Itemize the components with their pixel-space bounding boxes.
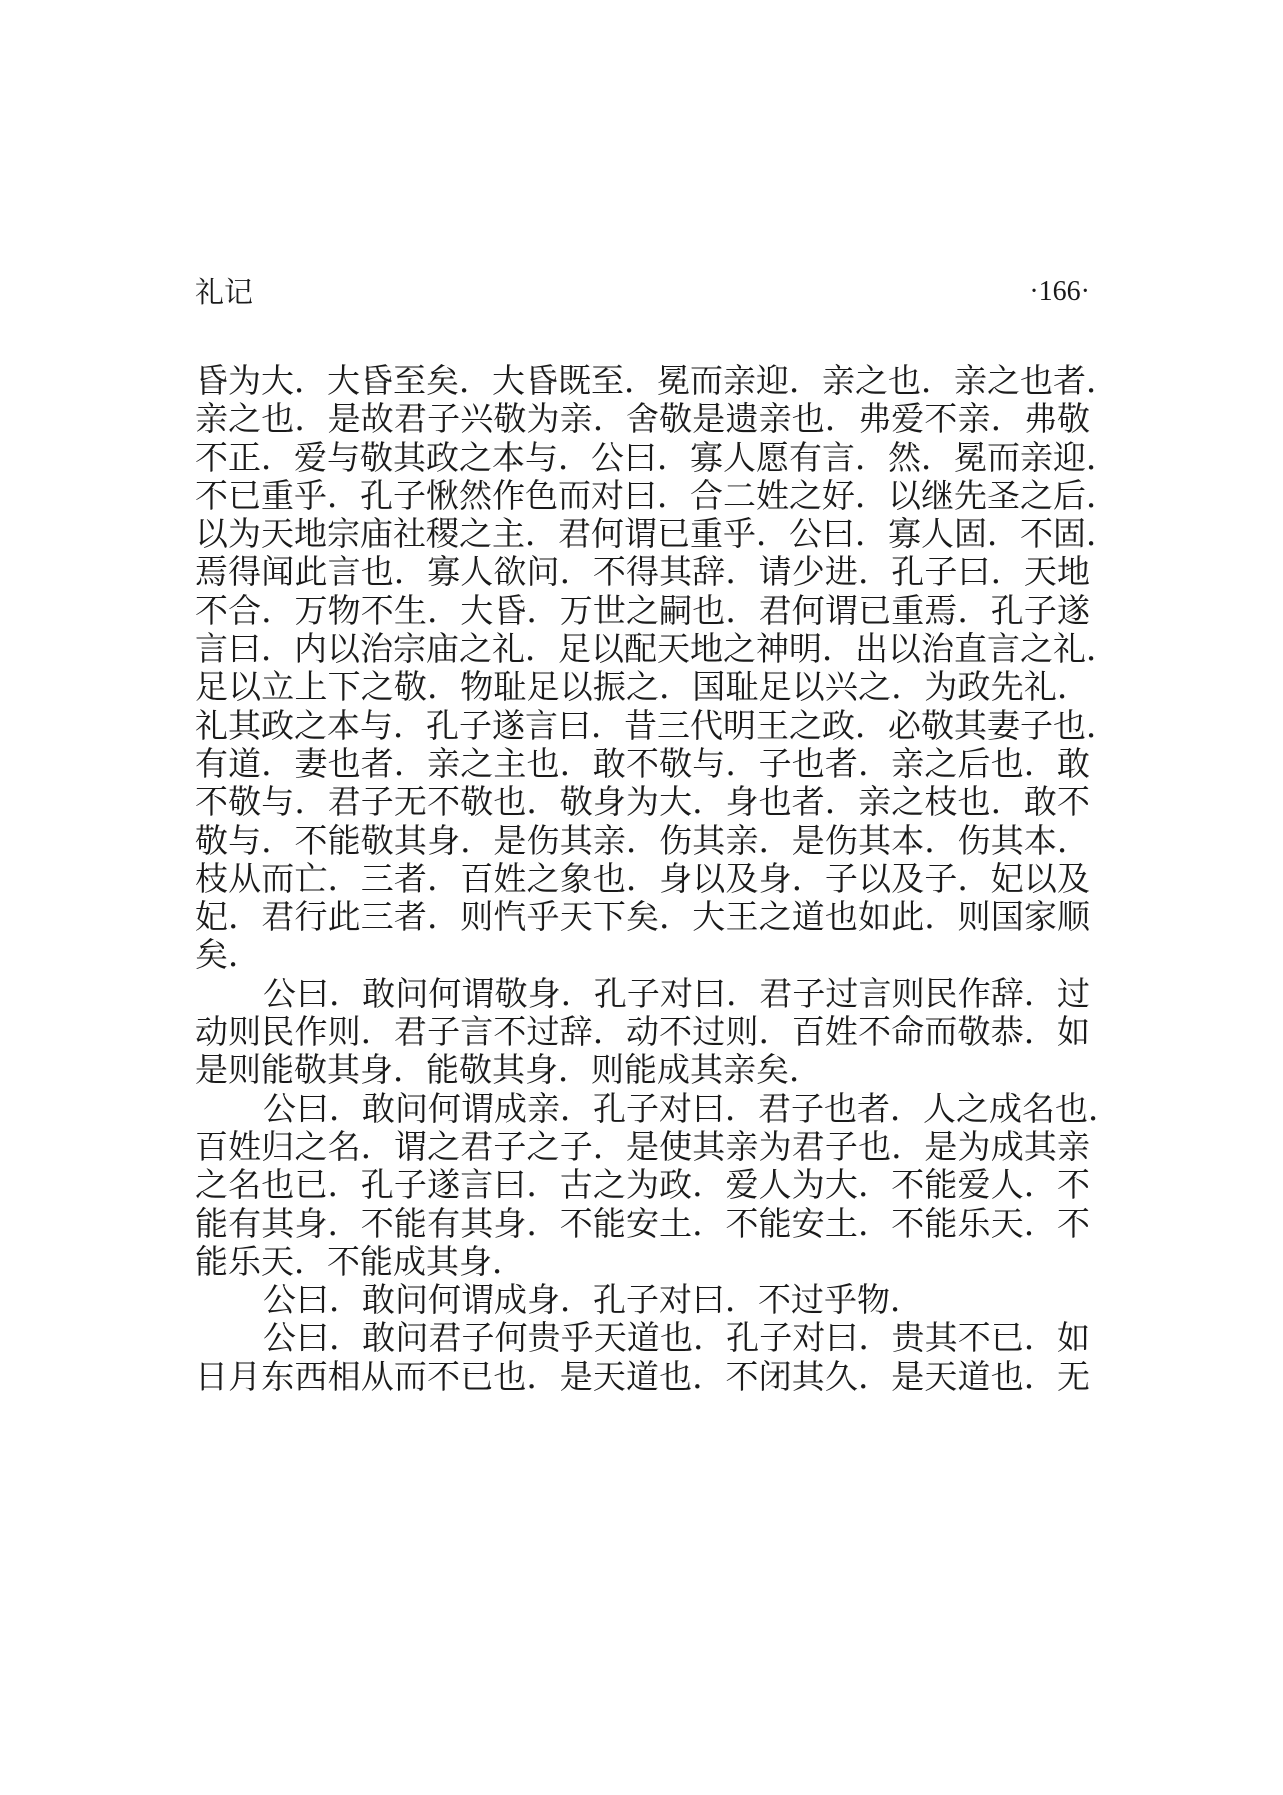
book-title: 礼记: [195, 275, 254, 309]
text-line: 礼其政之本与．孔子遂言曰．昔三代明王之政．必敬其妻子也．: [195, 705, 1119, 745]
text-line: 矣．: [195, 935, 261, 975]
text-line: 是则能敬其身．能敬其身．则能成其亲矣．: [195, 1050, 822, 1090]
text-line: 不合．万物不生．大昏．万世之嗣也．君何谓已重焉．孔子遂: [195, 590, 1090, 630]
text-line: 敬与．不能敬其身．是伤其亲．伤其亲．是伤其本．伤其本．: [195, 820, 1090, 860]
text-line: 亲之也．是故君子兴敬为亲．舍敬是遗亲也．弗爱不亲．弗敬: [195, 399, 1090, 439]
text-line: 不敬与．君子无不敬也．敬身为大．身也者．亲之枝也．敢不: [195, 782, 1090, 822]
paragraph-first-line: 公曰．敢问君子何贵乎天道也．孔子对曰．贵其不已．如: [263, 1318, 1090, 1358]
text-line: 能乐天．不能成其身．: [195, 1241, 525, 1281]
paragraph-first-line: 公曰．敢问何谓成亲．孔子对曰．君子也者．人之成名也．: [263, 1088, 1121, 1128]
text-line: 日月东西相从而不已也．是天道也．不闭其久．是天道也．无: [195, 1356, 1090, 1396]
text-line: 能有其身．不能有其身．不能安土．不能安土．不能乐天．不: [195, 1203, 1090, 1243]
text-line: 妃．君行此三者．则忾乎天下矣．大王之道也如此．则国家顺: [195, 897, 1090, 937]
text-line: 百姓归之名．谓之君子之子．是使其亲为君子也．是为成其亲: [195, 1126, 1090, 1166]
body-text: [195, 361, 1121, 1396]
text-line: 焉得闻此言也．寡人欲问．不得其辞．请少进．孔子曰．天地: [195, 552, 1090, 592]
page-number: ·166·: [1029, 276, 1090, 307]
text-line: 言曰．内以治宗庙之礼．足以配天地之神明．出以治直言之礼．: [195, 629, 1119, 669]
text-line: 以为天地宗庙社稷之主．君何谓已重乎．公曰．寡人固．不固．: [195, 514, 1119, 554]
text-line: 动则民作则．君子言不过辞．动不过则．百姓不命而敬恭．如: [195, 1012, 1090, 1052]
text-line: 有道．妻也者．亲之主也．敢不敬与．子也者．亲之后也．敢: [195, 743, 1090, 783]
running-header: [195, 272, 1090, 312]
text-line: 枝从而亡．三者．百姓之象也．身以及身．子以及子．妃以及: [195, 858, 1090, 898]
text-line: 昏为大．大昏至矣．大昏既至．冕而亲迎．亲之也．亲之也者．: [195, 361, 1119, 400]
text-line: 不正．爱与敬其政之本与．公曰．寡人愿有言．然．冕而亲迎．: [195, 437, 1119, 477]
paragraph-first-line: 公曰．敢问何谓敬身．孔子对曰．君子过言则民作辞．过: [263, 973, 1090, 1013]
text-line: 不已重乎．孔子愀然作色而对曰．合二姓之好．以继先圣之后．: [195, 475, 1119, 515]
text-line: 足以立上下之敬．物耻足以振之．国耻足以兴之．为政先礼．: [195, 667, 1090, 707]
paragraph-first-line: 公曰．敢问何谓成身．孔子对曰．不过乎物．: [263, 1280, 923, 1320]
text-line: 之名也已．孔子遂言曰．古之为政．爱人为大．不能爱人．不: [195, 1165, 1090, 1205]
